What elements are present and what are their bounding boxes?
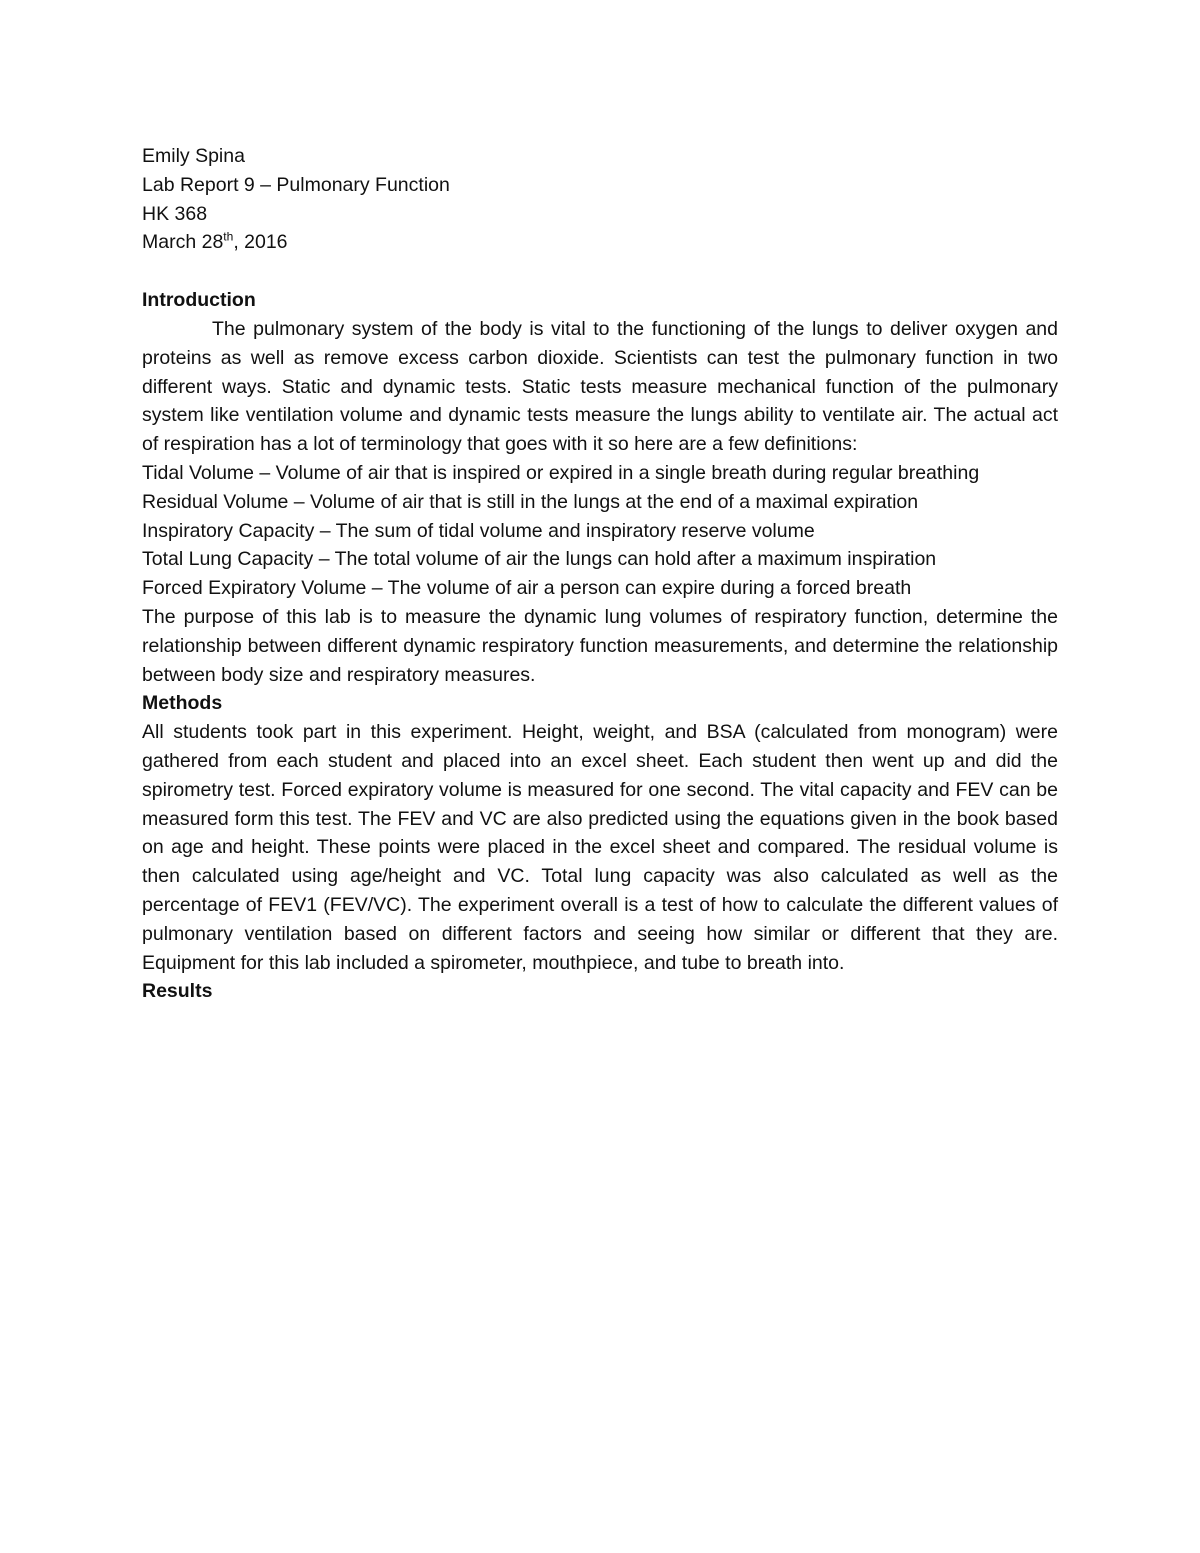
introduction-paragraph: The pulmonary system of the body is vital to the functioning of the lungs to deliver oxygen and proteins as well as remove excess carbon dioxide. Scientists can test the pulmonary function in two different ways. Static and dynamic tests. Static tests measure mechanical function of the pulmonary system like ventilation volume and dynamic tests measure the lungs ability to ventilate air. The actual act of respiration has a lot of terminology that goes with it so here are a few definitions: (142, 317, 1058, 456)
date-suffix: , 2016 (233, 231, 288, 254)
course-code: HK 368 (142, 202, 208, 225)
document-page (142, 142, 1058, 1006)
definition-item: Tidal Volume – Volume of air that is inspired or expired in a single breath during regular breathing (142, 461, 980, 484)
definition-item: Forced Expiratory Volume – The volume of air a person can expire during a forced breath (142, 577, 912, 600)
report-date (142, 228, 1058, 257)
definition-item: Inspiratory Capacity – The sum of tidal volume and inspiratory reserve volume (142, 519, 815, 542)
definition-item: Residual Volume – Volume of air that is still in the lungs at the end of a maximal expiration (142, 490, 919, 513)
spacer (142, 257, 1058, 286)
methods-paragraph: All students took part in this experiment. Height, weight, and BSA (calculated from monogram) were gathered from each student and placed into an excel sheet. Each student then went up and did the spirometry test. Forced expiratory volume is measured for one second. The vital capacity and FEV can be measured form this test. The FEV and VC are also predicted using the equations given in the book based on age and height. These points were placed in the excel sheet and compared. The residual volume is then calculated using age/height and VC. Total lung capacity was also calculated as well as the percentage of FEV1 (FEV/VC). The experiment overall is a test of how to calculate the different values of pulmonary ventilation based on different factors and seeing how similar or different that they are. Equipment for this lab included a spirometer, mouthpiece, and tube to breath into. (142, 721, 1058, 974)
results-heading: Results (142, 980, 213, 1003)
methods-heading: Methods (142, 692, 223, 715)
definition-item: Total Lung Capacity – The total volume of air the lungs can hold after a maximum inspiration (142, 548, 937, 571)
author-name: Emily Spina (142, 145, 245, 167)
date-superscript: th (223, 229, 234, 244)
introduction-heading: Introduction (142, 289, 256, 312)
definitions-list (142, 459, 1058, 603)
date-prefix: March 28 (142, 231, 224, 254)
purpose-paragraph: The purpose of this lab is to measure the dynamic lung volumes of respiratory function, determine the relationship between different dynamic respiratory function measurements, and determine the relationship between body size and respiratory measures. (142, 605, 1058, 686)
report-title: Lab Report 9 – Pulmonary Function (142, 173, 450, 196)
